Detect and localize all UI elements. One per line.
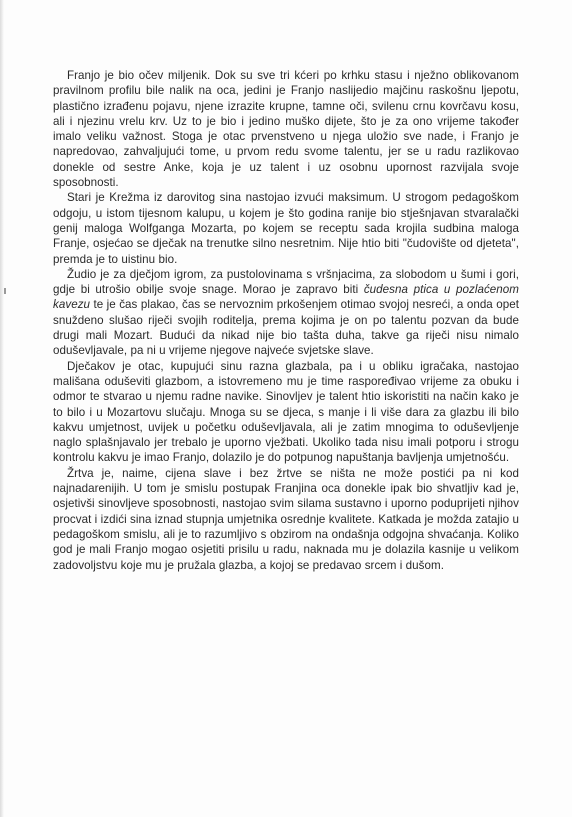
body-text <box>53 68 519 573</box>
paragraph-3 <box>53 267 519 359</box>
paragraph-3-emphasis: čudesna ptica u pozlaćenom kavezu <box>53 283 519 312</box>
paragraph-3-text-before: Žudio je za dječjom igrom, za pustolovinama s vršnjacima, za slobodom u šumi i gori, gdje bi utrošio obilje svoje snage. Morao je zapravo biti <box>53 267 519 297</box>
page-edge-shadow <box>0 0 4 817</box>
paragraph-4: Dječakov je otac, kupujući sinu razna glazbala, pa i u obliku igračaka, nastojao mališana oduševiti glazbom, a istovremeno mu je time raspoređivao vrijeme za obuku i odmor te stvarao u njemu radne navike. Sinovljev je talent htio iskoristiti na način kako je to bilo i u Mozartovu slučaju. Mnoga su se djeca, s manje i li više dara za glazbu ili bilo kakvu umjetnost, uvijek u početku oduševljavala, ali je zatim mnogima to oduševljenje naglo splašnjavalo jer trebalo je uporno vježbati. Ukoliko tada nisu imali potporu i strogu kontrolu kakvu je imao Franjo, dolazilo je do potpunog napuštanja bavljenja umjetnošću. <box>53 359 519 465</box>
paragraph-5: Žrtva je, naime, cijena slave i bez žrtve se ništa ne može postići pa ni kod najnadarenijih. U tom je smislu postupak Franjina oca donekle ipak bio shvatljiv kad je, osjetivši sinovljeve sposobnosti, nastojao svim silama sustavno i uporno poduprijeti njihov procvat i izdići sina iznad stupnja umjetnika osrednje kvalitete. Katkada je možda zatajio u pedagoškom smislu, ali je to razumljivo s obzirom na ondašnja odgojna shvaćanja. Koliko god je mali Franjo mogao osjetiti prisilu u radu, naknada mu je dolazila kasnije u velikom zadovoljstvu koje mu je pružala glazba, a kojoj se predavao srcem i dušom. <box>53 466 519 572</box>
page-edge-mark <box>4 288 6 294</box>
paragraph-1: Franjo je bio očev miljenik. Dok su sve tri kćeri po krhku stasu i nježno oblikovanom pravilnom profilu bile nalik na oca, jedini je Franjo naslijedio majčinu raskošnu ljepotu, plastično izrađenu pojavu, njene izrazite krupne, tamne oči, svilenu crnu kovrčavu kosu, ali i njezinu vrelu krv. Uz to je bio i jedino muško dijete, što je za ono vrijeme također imalo veliku važnost. Stoga je otac prvenstveno u njega uložio sve nade, i Franjo je napredovao, zahvaljujući tome, u prvom redu svome talentu, jer se u radu razlikovao donekle od sestre Anke, koja je uz talent i uz osobnu upornost razvijala svoje sposobnosti. <box>53 69 519 190</box>
paragraph-2: Stari je Krežma iz darovitog sina nastojao izvući maksimum. U strogom pedagoškom odgoju, u istom tijesnom kalupu, u kojem je što godina ranije bio stješnjavan stvaralački genij maloga Wolfganga Mozarta, po kojem se receptu sada krojila sudbina maloga Franje, osjećao se dječak na trenutke silno nesretnim. Nije htio biti "čudovište od djeteta", premda je to uistinu bio. <box>53 191 519 266</box>
paragraph-3-text-after: te je čas plakao, čas se nervoznim prkošenjem otimao svojoj nesreći, a onda opet snuždeno slušao riječi svojih roditelja, prema kojima je on po talentu pozvan da bude drugi mali Mozart. Budući da nikad nije bio tašta duha, takve ga riječi nisu nimalo oduševljavale, pa ni u vrijeme njegove najveće svjetske slave. <box>53 298 519 358</box>
